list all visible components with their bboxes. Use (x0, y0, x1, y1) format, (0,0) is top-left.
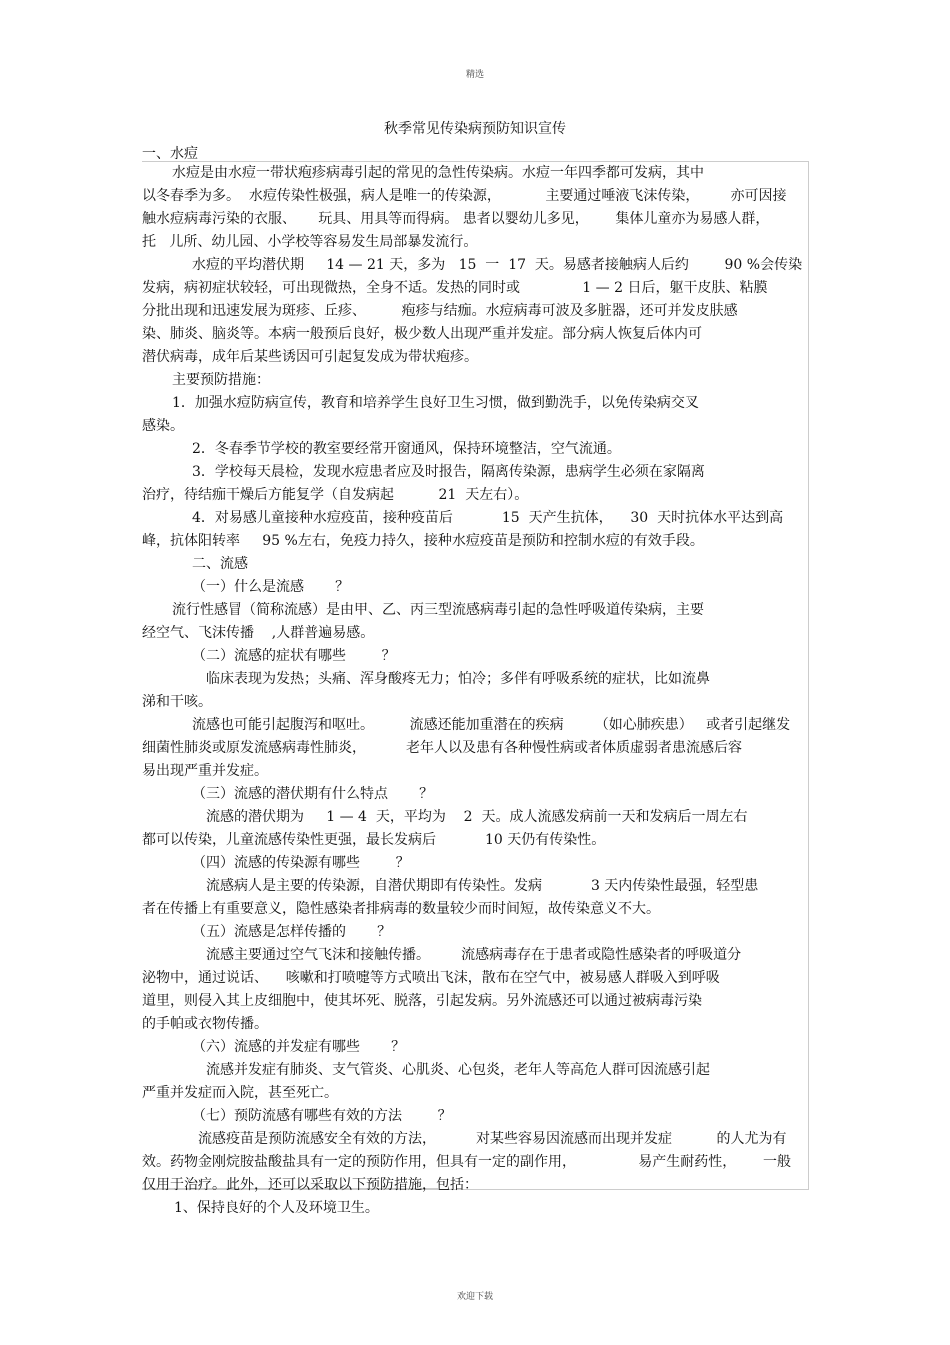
paragraph-line: 临床表现为发热；头痛、浑身酸疼无力；怕冷；多伴有呼吸系统的症状，比如流鼻 (206, 671, 710, 687)
paragraph-line: 仅用于治疗。此外，还可以采取以下预防措施，包括： (142, 1177, 478, 1193)
paragraph-line: 流行性感冒（简称流感）是由甲、乙、丙三型流感病毒引起的急性呼吸道传染病，主要 (172, 602, 704, 618)
list-item-continuation: 峰，抗体阳转率 95 %左右，免疫力持久，接种水痘疫苗是预防和控制水痘的有效手段。 (142, 533, 704, 549)
paragraph-line: 分批出现和迅速发展为斑疹、丘疹、 疱疹与结痂。水痘病毒可波及多脏器，还可并发皮肤感 (142, 303, 738, 319)
paragraph-line: 流感并发症有肺炎、支气管炎、心肌炎、心包炎，老年人等高危人群可因流感引起 (206, 1062, 710, 1078)
question-heading: （六）流感的并发症有哪些 ？ (192, 1039, 406, 1055)
paragraph-line: 泌物中，通过说话、 咳嗽和打喷嚏等方式喷出飞沫，散布在空气中，被易感人群吸入到呼吸 (142, 970, 720, 986)
paragraph-line: 触水痘病毒污染的衣服、 玩具、用具等而得病。 患者以婴幼儿多见， 集体儿童亦为易感人群， (142, 211, 770, 227)
paragraph-line: 道里，则侵入其上皮细胞中，使其坏死、脱落，引起发病。另外流感还可以通过被病毒污染 (142, 993, 702, 1009)
paragraph-line: 水痘是由水痘一带状疱疹病毒引起的常见的急性传染病。水痘一年四季都可发病，其中 (172, 165, 704, 181)
list-item: 2．冬春季节学校的教室要经常开窗通风，保持环境整洁，空气流通。 (192, 441, 621, 457)
section-heading-chickenpox: 一、水痘 (142, 146, 198, 162)
paragraph-line: 潜伏病毒，成年后某些诱因可引起复发成为带状疱疹。 (142, 349, 478, 365)
paragraph-line: 以冬春季为多。 水痘传染性极强，病人是唯一的传染源， 主要通过唾液飞沫传染， 亦可因接 (142, 188, 787, 204)
document-title: 秋季常见传染病预防知识宣传 (384, 121, 566, 137)
paragraph-line: 流感也可能引起腹泻和呕吐。 流感还能加重潜在的疾病 （如心肺疾患） 或者引起继发 (192, 717, 791, 733)
paragraph-line: 涕和干咳。 (142, 694, 212, 710)
paragraph-line: 效。药物金刚烷胺盐酸盐具有一定的预防作用，但具有一定的副作用， 易产生耐药性， 一般 (142, 1154, 792, 1170)
question-heading: （四）流感的传染源有哪些 ？ (192, 855, 410, 871)
subheading-prevention: 主要预防措施： (172, 372, 270, 388)
paragraph-line: 水痘的平均潜伏期 14 — 21 天，多为 15 一 17 天。易感者接触病人后约 90 %会传染 (192, 257, 803, 273)
question-heading: （一）什么是流感 ？ (192, 579, 350, 595)
footer-watermark: 欢迎下载 (456, 1292, 493, 1302)
list-item: 1、保持良好的个人及环境卫生。 (174, 1200, 379, 1216)
question-heading: （三）流感的潜伏期有什么特点 ？ (192, 786, 434, 802)
paragraph-line: 染、肺炎、脑炎等。本病一般预后良好，极少数人出现严重并发症。部分病人恢复后体内可 (142, 326, 702, 342)
paragraph-line: 的手帕或衣物传播。 (142, 1016, 268, 1032)
list-item: 1．加强水痘防病宣传，教育和培养学生良好卫生习惯，做到勤洗手，以免传染病交叉 (172, 395, 699, 411)
list-item: 3．学校每天晨检，发现水痘患者应及时报告，隔离传染源，患病学生必须在家隔离 (192, 464, 705, 480)
list-item: 4．对易感儿童接种水痘疫苗，接种疫苗后 15 天产生抗体， 30 天时抗体水平达到高 (192, 510, 784, 526)
paragraph-line: 托 儿所、幼儿园、小学校等容易发生局部暴发流行。 (142, 234, 478, 250)
paragraph-line: 都可以传染，儿童流感传染性更强，最长发病后 10 天仍有传染性。 (142, 832, 606, 848)
paragraph-line: 者在传播上有重要意义，隐性感染者排病毒的数量较少而时间短，故传染意义不大。 (142, 901, 660, 917)
section-heading-flu: 二、流感 (192, 556, 248, 572)
list-item-continuation: 治疗，待结痂干燥后方能复学（自发病起 21 天左右）。 (142, 487, 529, 503)
question-heading: （七）预防流感有哪些有效的方法 ？ (192, 1108, 452, 1124)
paragraph-line: 流感的潜伏期为 1 — 4 天，平均为 2 天。成人流感发病前一天和发病后一周左右 (206, 809, 748, 825)
header-watermark: 精选 (465, 70, 484, 80)
paragraph-line: 易出现严重并发症。 (142, 763, 268, 779)
paragraph-line: 流感主要通过空气飞沫和接触传播。 流感病毒存在于患者或隐性感染者的呼吸道分 (206, 947, 742, 963)
paragraph-line: 细菌性肺炎或原发流感病毒性肺炎， 老年人以及患有各种慢性病或者体质虚弱者患流感后容 (142, 740, 743, 756)
paragraph-line: 经空气、飞沫传播 ,人群普遍易感。 (142, 625, 375, 641)
paragraph-line: 流感病人是主要的传染源，自潜伏期即有传染性。发病 3 天内传染性最强，轻型患 (206, 878, 759, 894)
list-item-continuation: 感染。 (142, 418, 184, 434)
question-heading: （二）流感的症状有哪些 ？ (192, 648, 396, 664)
paragraph-line: 流感疫苗是预防流感安全有效的方法， 对某些容易因流感而出现并发症 的人尤为有 (198, 1131, 787, 1147)
paragraph-line: 发病，病初症状较轻，可出现微热，全身不适。发热的同时或 1 — 2 日后，躯干皮肤、粘膜 (142, 280, 768, 296)
paragraph-line: 严重并发症而入院，甚至死亡。 (142, 1085, 338, 1101)
question-heading: （五）流感是怎样传播的 ？ (192, 924, 392, 940)
